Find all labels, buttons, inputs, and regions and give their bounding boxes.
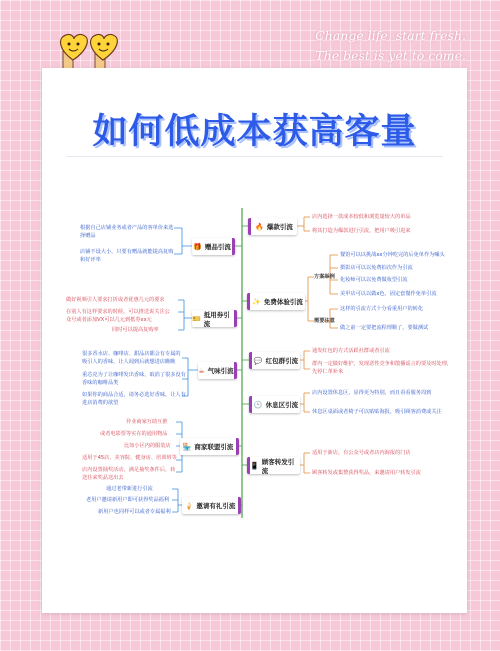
- redpacket-note-3: 先停仁革补米: [312, 369, 344, 375]
- redpacket-note-2: 群内一定做好维护，发现恶性竞争和散播谣言的要及时处理，: [312, 361, 453, 367]
- branch-referral: [182, 497, 241, 514]
- free-g1-note-1: 餐馆可以以挑战xx分钟吃完的后免单作为噱头: [340, 252, 445, 258]
- merchant-note-6: 送往来奖品送出去: [82, 475, 124, 481]
- slogan-line-1: Change life, start fresh.: [315, 28, 466, 43]
- branch-aroma: [198, 362, 237, 379]
- branch-hot-label: 爆款引流: [266, 223, 293, 231]
- merchant-note-3: 比如小区内的服装店: [124, 443, 171, 449]
- branch-gift: [192, 238, 235, 255]
- poster-paper: [42, 68, 467, 613]
- branch-referral-label: 邀请有礼引流: [196, 502, 236, 510]
- sparkle-icon: ✨: [252, 297, 261, 306]
- branch-lounge: [249, 396, 300, 413]
- aroma-icon: ☕: [198, 366, 205, 375]
- wechat-icon: 💬: [253, 356, 263, 365]
- share-note-2: 顾客转发或集赞获得奖品，来邀请用户转发引流: [312, 470, 421, 476]
- branch-hot-item: [248, 218, 297, 235]
- referral-note-3: 新用户也同样可以或者专属福利: [98, 509, 171, 515]
- smiley-hearts-sticker: [55, 30, 125, 72]
- branch-free-trial: [247, 293, 305, 310]
- coupon-note-1: 做好视频引人要求打折或者优惠几元的要求: [66, 297, 165, 303]
- free-g2-note-2: 做之前一定要把流程理顺了，要做测试: [340, 325, 429, 331]
- gift-icon: 🎁: [193, 242, 202, 251]
- lounge-note-2: 休息区桌面或者椅子可以贴贴海报，吸引顾客消费或关注: [312, 409, 442, 415]
- merchant-note-1: 异业商家互助互推: [126, 419, 168, 425]
- coupon-icon: 🎫: [192, 314, 201, 323]
- branch-free-label: 免费体验引流: [263, 298, 303, 306]
- cone-icon: 🍦: [184, 501, 194, 510]
- hot-note-1: 店内选择一款成本较低和浏览量较大的单品: [312, 214, 411, 220]
- referral-note-1: 通过老带新进行引流: [106, 486, 153, 492]
- free-group-1-key: 方案举例: [314, 274, 335, 280]
- merchant-note-2: 或者电影票等实在的通用物品: [100, 431, 168, 437]
- aroma-note-2: 吸引人的香味，让人闻到后就想进店瞧瞧: [82, 359, 176, 365]
- merchant-note-5: 店内设置抽奖活动，满足抽奖条件后，转: [82, 467, 176, 473]
- slogan-line-2: The best is yet to come.: [315, 48, 466, 63]
- gift-note-1: 根据自己店铺业务或者产品的客单价来选: [80, 225, 174, 231]
- aroma-note-6: 进店消费的欲望: [82, 400, 119, 406]
- aroma-note-4: 香味的咖啡品类: [82, 380, 119, 386]
- branch-aroma-label: 气味引流: [207, 367, 234, 375]
- aroma-note-3: 重芯克为了让咖啡发出香味，取消了很多没有: [82, 372, 186, 378]
- aroma-note-1: 很多香水店、咖啡店、甜品店都会有专属的: [82, 351, 181, 357]
- merchant-note-4: 适用于45店、美容院、健身房、培训班等: [82, 455, 177, 461]
- free-group-2-key: 需要注意: [314, 318, 335, 324]
- hot-note-2: 将其打造为爆款进行引流，把用户吸引进来: [312, 228, 411, 234]
- branch-share-label: 顾客转发引流: [261, 457, 295, 475]
- free-g1-note-4: 美甲店可以以做x色，固定套餐作免单引流: [340, 291, 437, 297]
- branch-customer-share: [247, 457, 300, 474]
- shop-icon: 🏪: [182, 442, 192, 451]
- share-note-1: 适用于新店，有公众号或者店内海报的门店: [312, 450, 411, 456]
- aroma-note-5: 如果你的商品合适，请务必选好香味，让人有: [82, 392, 186, 398]
- clock-icon: 🕒: [253, 400, 263, 409]
- branch-coupon: [192, 310, 237, 327]
- mind-map-connectors: [42, 68, 467, 613]
- free-g1-note-2: 摄影店可以以免费拍次作为引流: [340, 265, 413, 271]
- referral-note-2: 老用户邀请新用户即可获得奖品福利: [86, 497, 170, 503]
- coupon-note-2: 在别人有这样要求的时候，可以推送说关注公: [66, 309, 170, 315]
- branch-gift-label: 赠品引流: [204, 243, 231, 251]
- phone-icon: 📱: [250, 461, 259, 470]
- redpacket-note-1: 通发红包的方式活跃社群或者引流: [312, 348, 390, 354]
- mind-map: [42, 68, 467, 613]
- branch-merchant-label: 商家联盟引流: [194, 443, 234, 451]
- branch-red-packet: [249, 352, 300, 369]
- gift-note-2: 择赠品: [80, 233, 96, 239]
- branch-redpacket-label: 红包群引流: [265, 357, 299, 365]
- gift-note-3: 店铺不设大小，只要有赠品就能提高复购: [80, 249, 174, 255]
- branch-coupon-label: 抵用券引流: [203, 310, 230, 328]
- branch-lounge-label: 休息区引流: [265, 401, 299, 409]
- fire-icon: 🔥: [255, 222, 264, 231]
- branch-merchant-alliance: [180, 438, 239, 455]
- gift-note-4: 和好评率: [80, 257, 101, 263]
- free-g1-note-3: 化妆师可以以免费做妆型引流: [340, 277, 408, 283]
- free-g2-note-1: 这样的引流方式十分看重用户的转化: [340, 306, 424, 312]
- lounge-note-1: 店内设置休息区，显得更为特别，而且看看服务周到: [312, 390, 432, 396]
- coupon-note-3: 众号或者添加VX可以几元到抵券xx元: [66, 317, 152, 323]
- page-title: 如何低成本获高客量: [92, 112, 417, 152]
- slogan: [315, 26, 466, 66]
- coupon-note-4: 同时可以提高复购率: [112, 327, 159, 333]
